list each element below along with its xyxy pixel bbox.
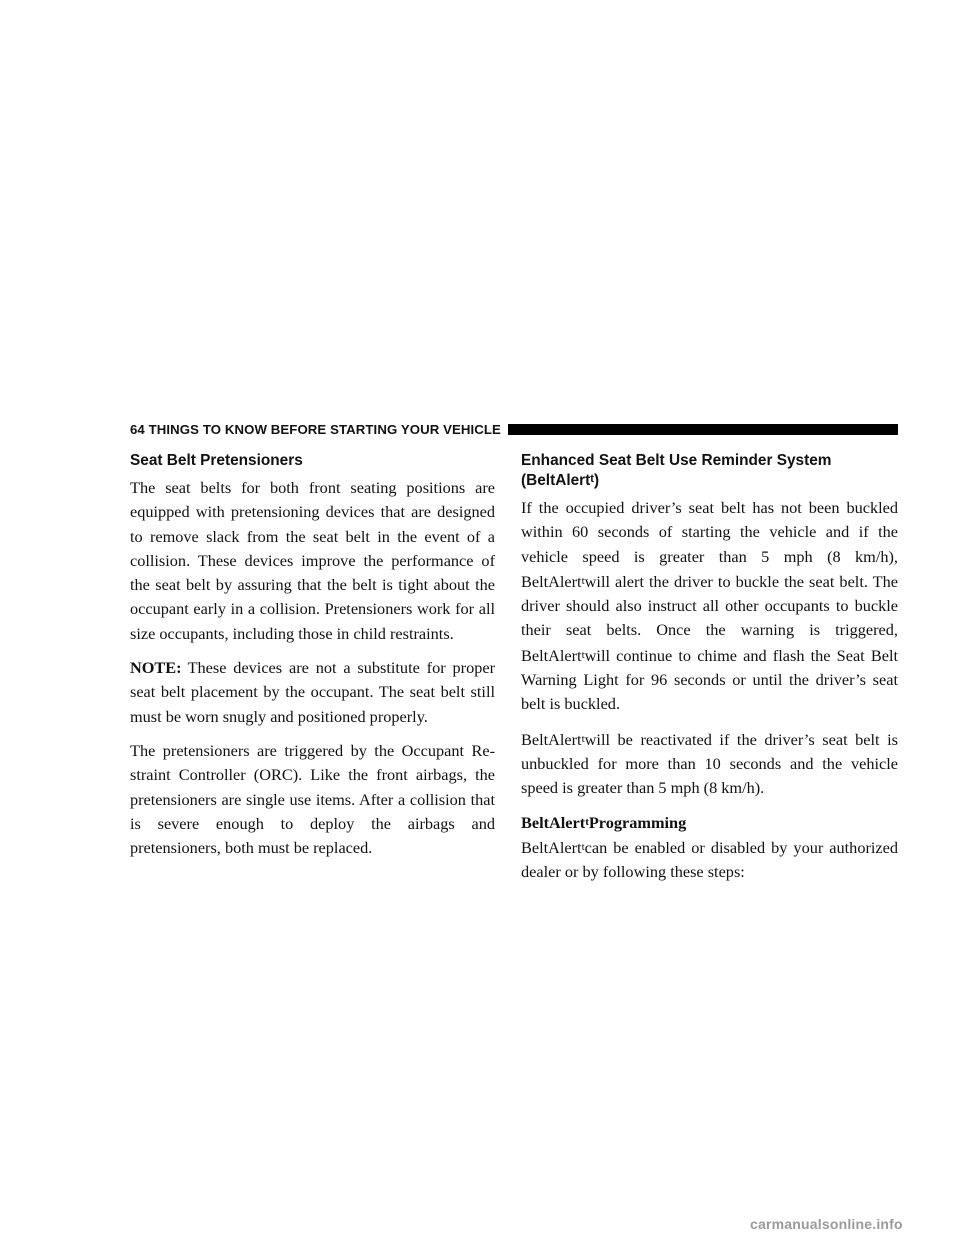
pretensioners-paragraph: The seat belts for both front seating positions are equipped with pretensioning devices that are designed to remove slack from the seat belt in the event of a collision. These devices improve the performance of the seat belt by assuring that the belt is tight about the occupant early in a collision. Pretensioners work for all size occupants, including those in child restraints. (130, 478, 495, 643)
reminder-heading-line2-post: ) (593, 472, 600, 489)
programming-subheading-a: BeltAlert (521, 812, 586, 832)
reminder-system-heading (521, 451, 898, 490)
registered-mark: t (590, 473, 594, 485)
programming-subheading-b: Programming (588, 812, 687, 832)
registered-mark: t (585, 815, 589, 828)
left-column (130, 451, 495, 870)
right-column (521, 451, 898, 894)
beltalert-para3-b: can be enabled or disabled by your authorized dealer or by following these steps: (521, 837, 898, 881)
pretensioners-heading: Seat Belt Pretensioners (130, 452, 303, 469)
programming-paragraph (521, 835, 898, 885)
beltalert-para2-a: BeltAlert (521, 729, 582, 749)
registered-mark: t (581, 840, 585, 853)
programming-subheading (521, 811, 898, 834)
beltalert-para3-a: BeltAlert (521, 837, 582, 857)
trigger-paragraph: The pretensioners are triggered by the Occupant Re-straint Controller (ORC). Like the front airbags, the pretensioners are single use items. After a collision that is severe enough to deploy the airbags and pretensioners, both must be replaced. (130, 740, 495, 858)
header-bar (508, 424, 898, 435)
beltalert-para1-b: will alert the driver to buckle the seat belt. The driver should also instruct all other occupants to buckle their seat belts. Once the warning is triggered, BeltAlert (521, 571, 898, 665)
reminder-heading-line2-pre: (BeltAlert (521, 472, 591, 489)
reactivation-paragraph (521, 727, 898, 801)
registered-mark: t (581, 732, 585, 745)
note-label: NOTE: (130, 658, 182, 678)
header-text: 64 THINGS TO KNOW BEFORE STARTING YOUR VEHICLE (130, 421, 501, 437)
registered-mark: t (581, 574, 585, 587)
beltalert-para2-b: will be reactivated if the driver’s seat belt is unbuckled for more than 10 seconds and the vehicle speed is greater than 5 mph (8 km/h). (521, 729, 898, 798)
registered-mark: t (581, 648, 585, 661)
page-header (130, 419, 898, 439)
note-paragraph (130, 656, 495, 729)
watermark: carmanualsonline.info (750, 1216, 903, 1232)
reminder-heading-line1: Enhanced Seat Belt Use Reminder System (521, 452, 832, 469)
note-text: These devices are not a substitute for proper seat belt placement by the occupant. The seat belt still must be worn snugly and positioned properly. (130, 658, 495, 726)
beltalert-paragraph (521, 496, 898, 717)
beltalert-para1-c: will continue to chime and flash the Seat Belt Warning Light for 96 seconds or until the driver’s seat belt is buckled. (521, 645, 898, 714)
beltalert-para1-a: If the occupied driver’s seat belt has not been buckled within 60 seconds of starting the vehicle and if the vehicle speed is greater than 5 mph (8 km/h), BeltAlert (521, 498, 898, 591)
